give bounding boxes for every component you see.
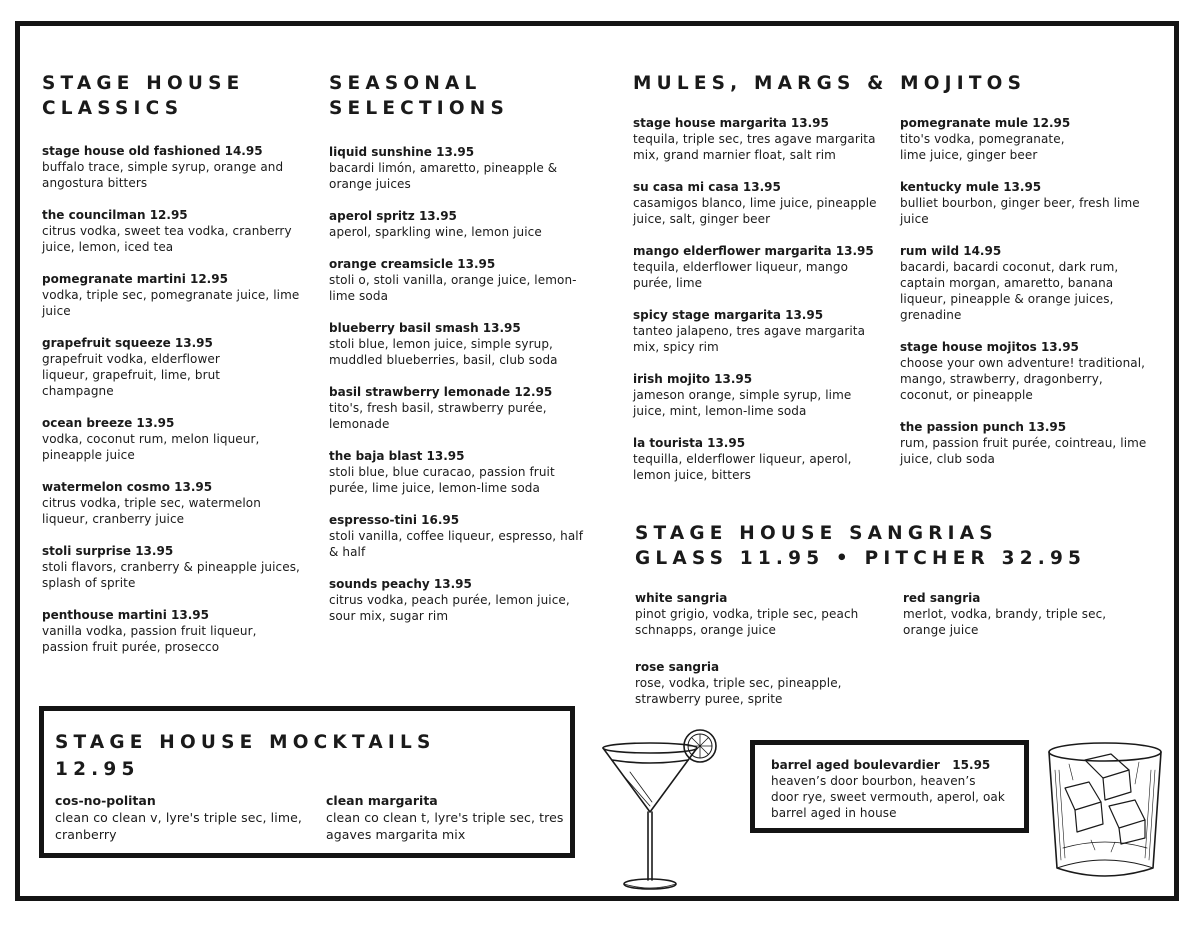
menu-item (42, 143, 304, 191)
item-name: la tourista 13.95 (633, 436, 746, 450)
item-name: white sangria (635, 591, 728, 605)
menu-item (42, 479, 304, 527)
menu-item (903, 590, 1143, 638)
menu-item (42, 607, 304, 655)
item-name: red sangria (903, 591, 981, 605)
menu-item (329, 512, 584, 560)
item-name: mango elderflower margarita 13.95 (633, 244, 874, 258)
menu-item (900, 115, 1150, 163)
item-desc: pinot grigio, vodka, triple sec, peach schnapps, orange juice (635, 607, 859, 637)
item-name: irish mojito 13.95 (633, 372, 753, 386)
menu-item (633, 435, 881, 483)
menu-item (329, 576, 584, 624)
item-name: blueberry basil smash 13.95 (329, 321, 521, 335)
martini-glass-icon (600, 726, 728, 896)
item-name: spicy stage margarita 13.95 (633, 308, 824, 322)
item-desc: rose, vodka, triple sec, pineapple, strawberry puree, sprite (635, 676, 842, 706)
item-name: stage house old fashioned 14.95 (42, 144, 263, 158)
menu-item (329, 320, 584, 368)
menu-item (633, 179, 881, 227)
menu-item (329, 144, 584, 192)
menu-item (633, 243, 881, 291)
item-desc: bulliet bourbon, ginger beer, fresh lime juice (900, 196, 1140, 226)
item-desc: vodka, coconut rum, melon liqueur, pineapple juice (42, 432, 260, 462)
item-desc: tequilla, elderflower liqueur, aperol, lemon juice, bitters (633, 452, 852, 482)
item-name: espresso-tini 16.95 (329, 513, 460, 527)
item-name: the passion punch 13.95 (900, 420, 1067, 434)
mules-heading: MULES, MARGS & MOJITOS (633, 73, 1027, 94)
item-name: aperol spritz 13.95 (329, 209, 457, 223)
mules-left-list (633, 115, 881, 483)
item-desc: citrus vodka, triple sec, watermelon liqueur, cranberry juice (42, 496, 261, 526)
menu-item (633, 307, 881, 355)
seasonal-heading: SEASONAL SELECTIONS (329, 73, 510, 119)
item-desc: buffalo trace, simple syrup, orange and angostura bitters (42, 160, 284, 190)
menu-item (633, 371, 881, 419)
menu-item (633, 115, 881, 163)
classics-list (42, 143, 304, 655)
item-name: orange creamsicle 13.95 (329, 257, 496, 271)
mocktails-heading: STAGE HOUSE MOCKTAILS 12.95 (55, 732, 436, 780)
item-name: ocean breeze 13.95 (42, 416, 175, 430)
item-desc: clean co clean t, lyre's triple sec, tres agaves margarita mix (326, 810, 564, 842)
menu-item (42, 543, 304, 591)
item-desc: tanteo jalapeno, tres agave margarita mix, spicy rim (633, 324, 866, 354)
item-desc: choose your own adventure! traditional, mango, strawberry, dragonberry, coconut, or pineapple (900, 356, 1146, 402)
mocktail-item-2 (326, 792, 566, 843)
item-desc: vanilla vodka, passion fruit liqueur, passion fruit purée, prosecco (42, 624, 257, 654)
item-name: rum wild 14.95 (900, 244, 1002, 258)
item-name: sounds peachy 13.95 (329, 577, 472, 591)
item-desc: stoli flavors, cranberry & pineapple juices, splash of sprite (42, 560, 300, 590)
item-desc: stoli blue, lemon juice, simple syrup, muddled blueberries, basil, club soda (329, 337, 558, 367)
item-desc: bacardi, bacardi coconut, dark rum, captain morgan, amaretto, banana liqueur, pineapple & orange juices, grenadine (900, 260, 1119, 322)
sangrias-heading: STAGE HOUSE SANGRIAS GLASS 11.95 • PITCHER 32.95 (635, 523, 1087, 569)
item-desc: clean co clean v, lyre's triple sec, lime, cranberry (55, 810, 302, 842)
item-desc: stoli blue, blue curacao, passion fruit purée, lime juice, lemon-lime soda (329, 465, 555, 495)
menu-item (900, 419, 1150, 467)
item-name: rose sangria (635, 660, 720, 674)
item-desc: casamigos blanco, lime juice, pineapple juice, salt, ginger beer (633, 196, 877, 226)
item-name: su casa mi casa 13.95 (633, 180, 781, 194)
menu-item (900, 179, 1150, 227)
item-desc: merlot, vodka, brandy, triple sec, orange juice (903, 607, 1107, 637)
feature-box (750, 740, 1029, 833)
menu-item (900, 339, 1150, 403)
menu-item (42, 207, 304, 255)
item-desc: jameson orange, simple syrup, lime juice, mint, lemon-lime soda (633, 388, 852, 418)
mocktails-box (39, 706, 575, 858)
menu-item (329, 208, 584, 240)
menu-item (900, 243, 1150, 323)
item-name: pomegranate martini 12.95 (42, 272, 228, 286)
rocks-glass-icon (1045, 740, 1165, 884)
menu-item (329, 256, 584, 304)
menu-item (326, 792, 566, 843)
item-desc: tequila, elderflower liqueur, mango purée, lime (633, 260, 849, 290)
menu-item (42, 415, 304, 463)
item-name: stage house margarita 13.95 (633, 116, 829, 130)
item-name: liquid sunshine 13.95 (329, 145, 475, 159)
menu-item (329, 384, 584, 432)
item-desc: tito's, fresh basil, strawberry purée, lemonade (329, 401, 547, 431)
menu-item (55, 792, 305, 843)
menu-item (771, 757, 1006, 821)
item-name: clean margarita (326, 793, 438, 808)
item-name: stage house mojitos 13.95 (900, 340, 1079, 354)
menu-item (635, 659, 875, 707)
item-name: basil strawberry lemonade 12.95 (329, 385, 553, 399)
feature-item (771, 757, 1006, 821)
item-name: penthouse martini 13.95 (42, 608, 209, 622)
item-name: watermelon cosmo 13.95 (42, 480, 213, 494)
item-desc: heaven’s door bourbon, heaven’s door rye, sweet vermouth, aperol, oak barrel aged in house (771, 774, 1005, 820)
menu-item (635, 590, 875, 638)
item-desc: vodka, triple sec, pomegranate juice, lime juice (42, 288, 300, 318)
item-desc: bacardi limón, amaretto, pineapple & orange juices (329, 161, 558, 191)
item-name: cos-no-politan (55, 793, 156, 808)
item-name: kentucky mule 13.95 (900, 180, 1042, 194)
classics-heading: STAGE HOUSE CLASSICS (42, 73, 245, 119)
item-name: barrel aged boulevardier 15.95 (771, 758, 991, 772)
item-name: pomegranate mule 12.95 (900, 116, 1071, 130)
item-desc: stoli o, stoli vanilla, orange juice, lemon-lime soda (329, 273, 577, 303)
seasonal-list (329, 144, 584, 624)
item-desc: citrus vodka, peach purée, lemon juice, sour mix, sugar rim (329, 593, 570, 623)
mules-right-list (900, 115, 1150, 467)
item-name: the baja blast 13.95 (329, 449, 465, 463)
sangrias-right-list (903, 590, 1143, 638)
item-desc: stoli vanilla, coffee liqueur, espresso, half & half (329, 529, 584, 559)
item-desc: rum, passion fruit purée, cointreau, lime juice, club soda (900, 436, 1147, 466)
item-name: grapefruit squeeze 13.95 (42, 336, 213, 350)
item-desc: tito's vodka, pomegranate, lime juice, ginger beer (900, 132, 1065, 162)
item-desc: aperol, sparkling wine, lemon juice (329, 225, 542, 239)
item-desc: tequila, triple sec, tres agave margarita mix, grand marnier float, salt rim (633, 132, 876, 162)
sangrias-left-list (635, 590, 875, 707)
menu-item (329, 448, 584, 496)
item-desc: grapefruit vodka, elderflower liqueur, grapefruit, lime, brut champagne (42, 352, 221, 398)
menu-item (42, 335, 304, 399)
item-name: the councilman 12.95 (42, 208, 188, 222)
item-desc: citrus vodka, sweet tea vodka, cranberry juice, lemon, iced tea (42, 224, 292, 254)
item-name: stoli surprise 13.95 (42, 544, 174, 558)
mocktail-item-1 (55, 792, 305, 843)
menu-item (42, 271, 304, 319)
